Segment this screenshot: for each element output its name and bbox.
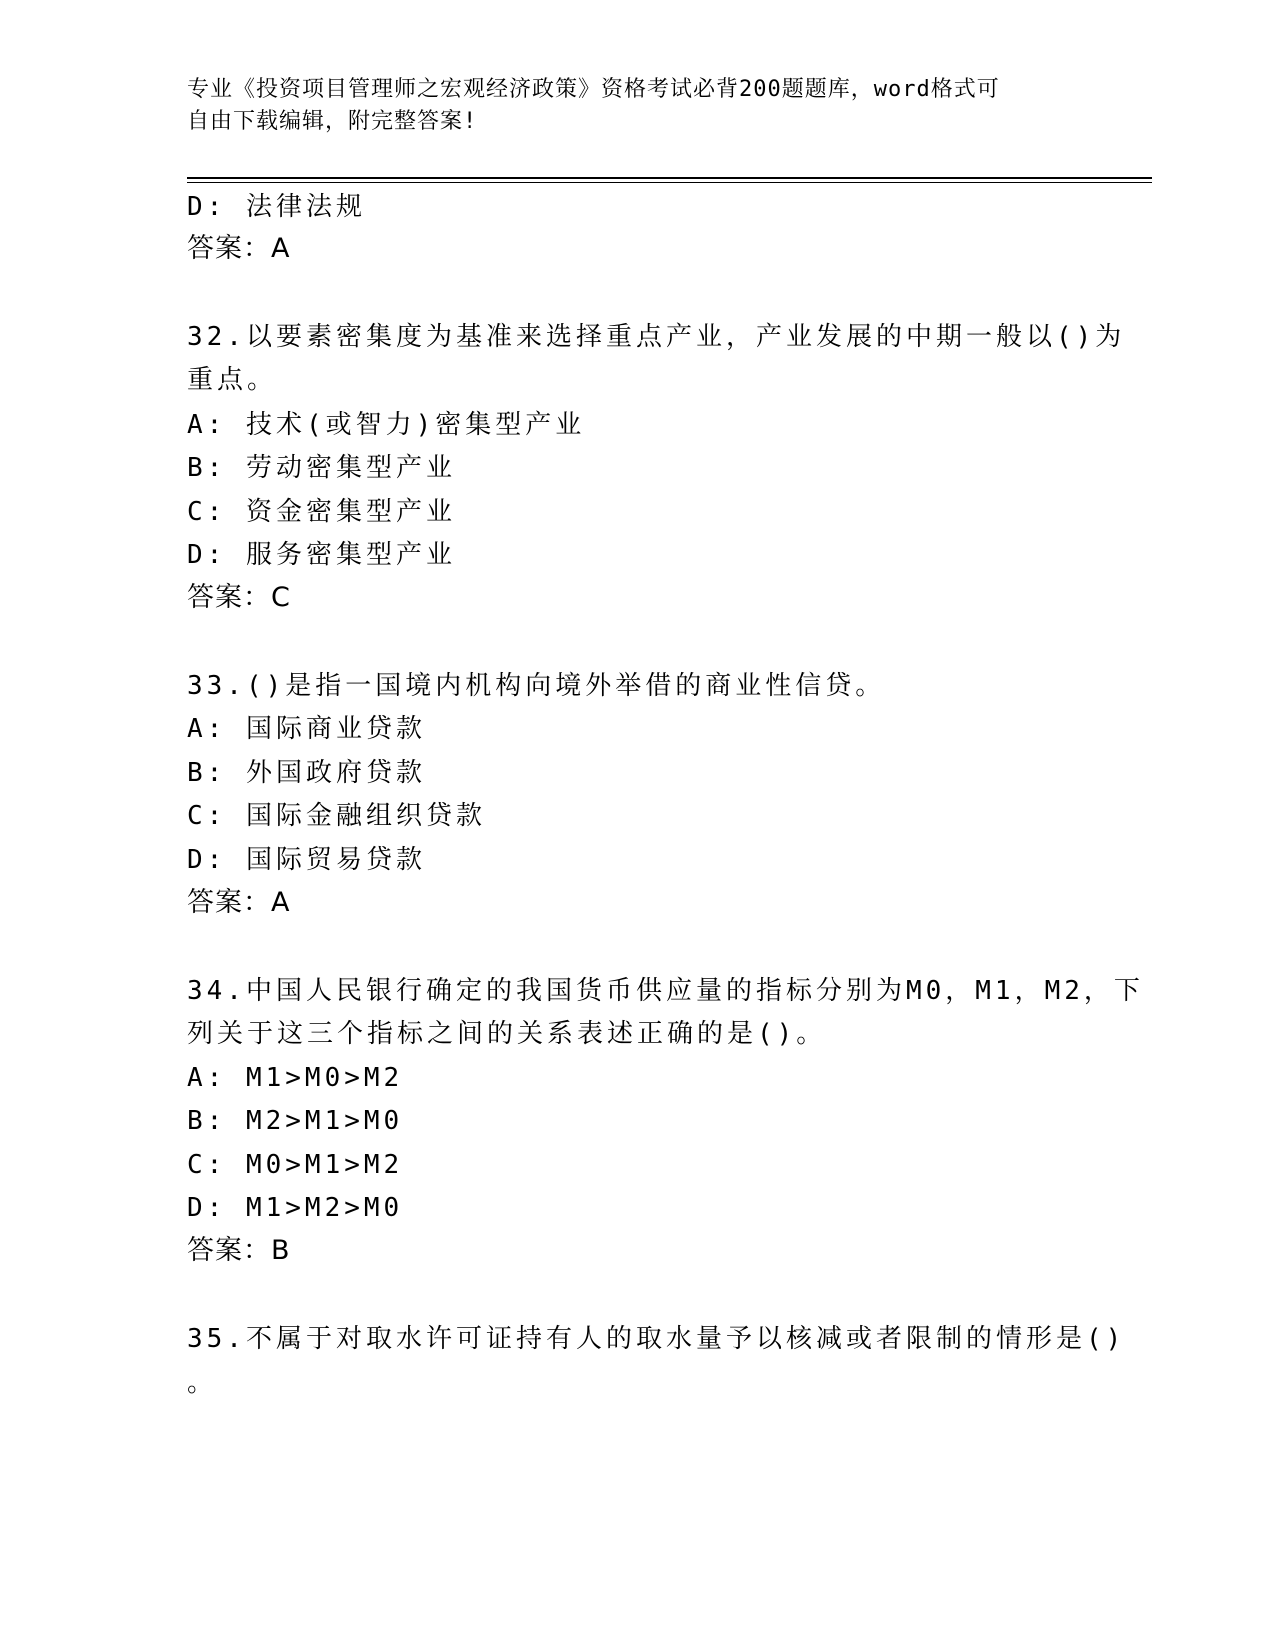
q34-option-b: B: M2>M1>M0 <box>187 1106 404 1136</box>
q34-stem-line-1: 34.中国人民银行确定的我国货币供应量的指标分别为M0，M1，M2，下 <box>187 976 1144 1006</box>
q35-stem-line-1: 35.不属于对取水许可证持有人的取水量予以核减或者限制的情形是() <box>187 1324 1126 1354</box>
q32-stem-line-1: 32.以要素密集度为基准来选择重点产业，产业发展的中期一般以()为 <box>187 322 1126 352</box>
q32-option-a: A: 技术(或智力)密集型产业 <box>187 410 586 440</box>
q34-answer: 答案：B <box>187 1235 291 1266</box>
q35-stem-line-2: 。 <box>187 1368 218 1398</box>
q33-answer: 答案：A <box>187 887 291 918</box>
header-line-1: 专业《投资项目管理师之宏观经济政策》资格考试必背200题题库，word格式可 <box>187 77 1000 102</box>
q33-option-c: C: 国际金融组织贷款 <box>187 801 486 831</box>
q33-stem-line-1: 33.()是指一国境内机构向境外举借的商业性信贷。 <box>187 671 886 701</box>
q33-option-b: B: 外国政府贷款 <box>187 758 426 788</box>
document-header <box>187 74 1087 138</box>
q32-stem-line-2: 重点。 <box>187 365 278 395</box>
q34-option-c: C: M0>M1>M2 <box>187 1150 404 1180</box>
q32-option-c: C: 资金密集型产业 <box>187 497 456 527</box>
q32-answer: 答案：C <box>187 582 291 613</box>
q31-answer: 答案：A <box>187 233 291 264</box>
q32-option-d: D: 服务密集型产业 <box>187 540 456 570</box>
q34-option-d: D: M1>M2>M0 <box>187 1193 404 1223</box>
q31-option-d: D: 法律法规 <box>187 192 366 222</box>
q34-stem-line-2: 列关于这三个指标之间的关系表述正确的是()。 <box>187 1019 827 1049</box>
header-line-2: 自由下载编辑，附完整答案! <box>187 109 478 134</box>
q33-option-a: A: 国际商业贷款 <box>187 714 426 744</box>
q32-option-b: B: 劳动密集型产业 <box>187 453 456 483</box>
header-divider <box>187 177 1152 179</box>
q33-option-d: D: 国际贸易贷款 <box>187 845 426 875</box>
header-divider-thin <box>187 182 1152 183</box>
q34-option-a: A: M1>M0>M2 <box>187 1063 404 1093</box>
